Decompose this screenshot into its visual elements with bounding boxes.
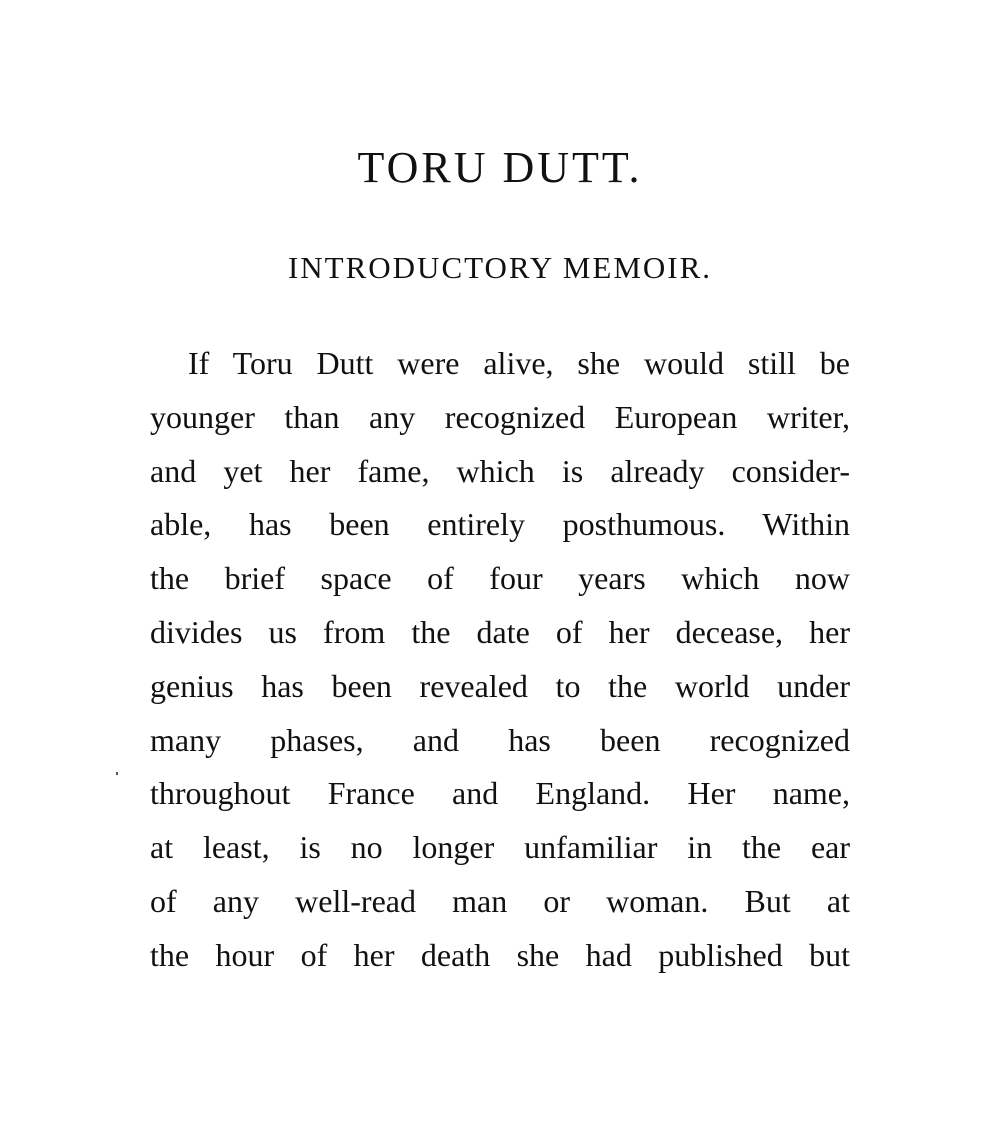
text-line: throughout France and England. Her name, [150,775,850,812]
text-line: If Toru Dutt were alive, she would still be [188,345,850,381]
text-line: at least, is no longer unfamiliar in the ear [150,829,850,866]
text-line: the hour of her death she had published but [150,936,850,973]
text-line: of any well-read man or woman. But at [150,882,850,919]
text-line: and yet her fame, which is already consider- [150,452,850,489]
text-line: many phases, and has been recognized [150,721,850,758]
text-line: able, has been entirely posthumous. Within [150,506,850,543]
text-line: younger than any recognized European writer, [150,398,850,435]
scan-speck [116,772,118,775]
memoir-paragraph [150,337,850,983]
text-line: genius has been revealed to the world under [150,667,850,704]
section-subtitle: INTRODUCTORY MEMOIR. [287,250,713,285]
text-line: divides us from the date of her decease, her [150,613,850,650]
page-title: TORU DUTT. [357,143,643,192]
text-line: the brief space of four years which now [150,560,850,597]
